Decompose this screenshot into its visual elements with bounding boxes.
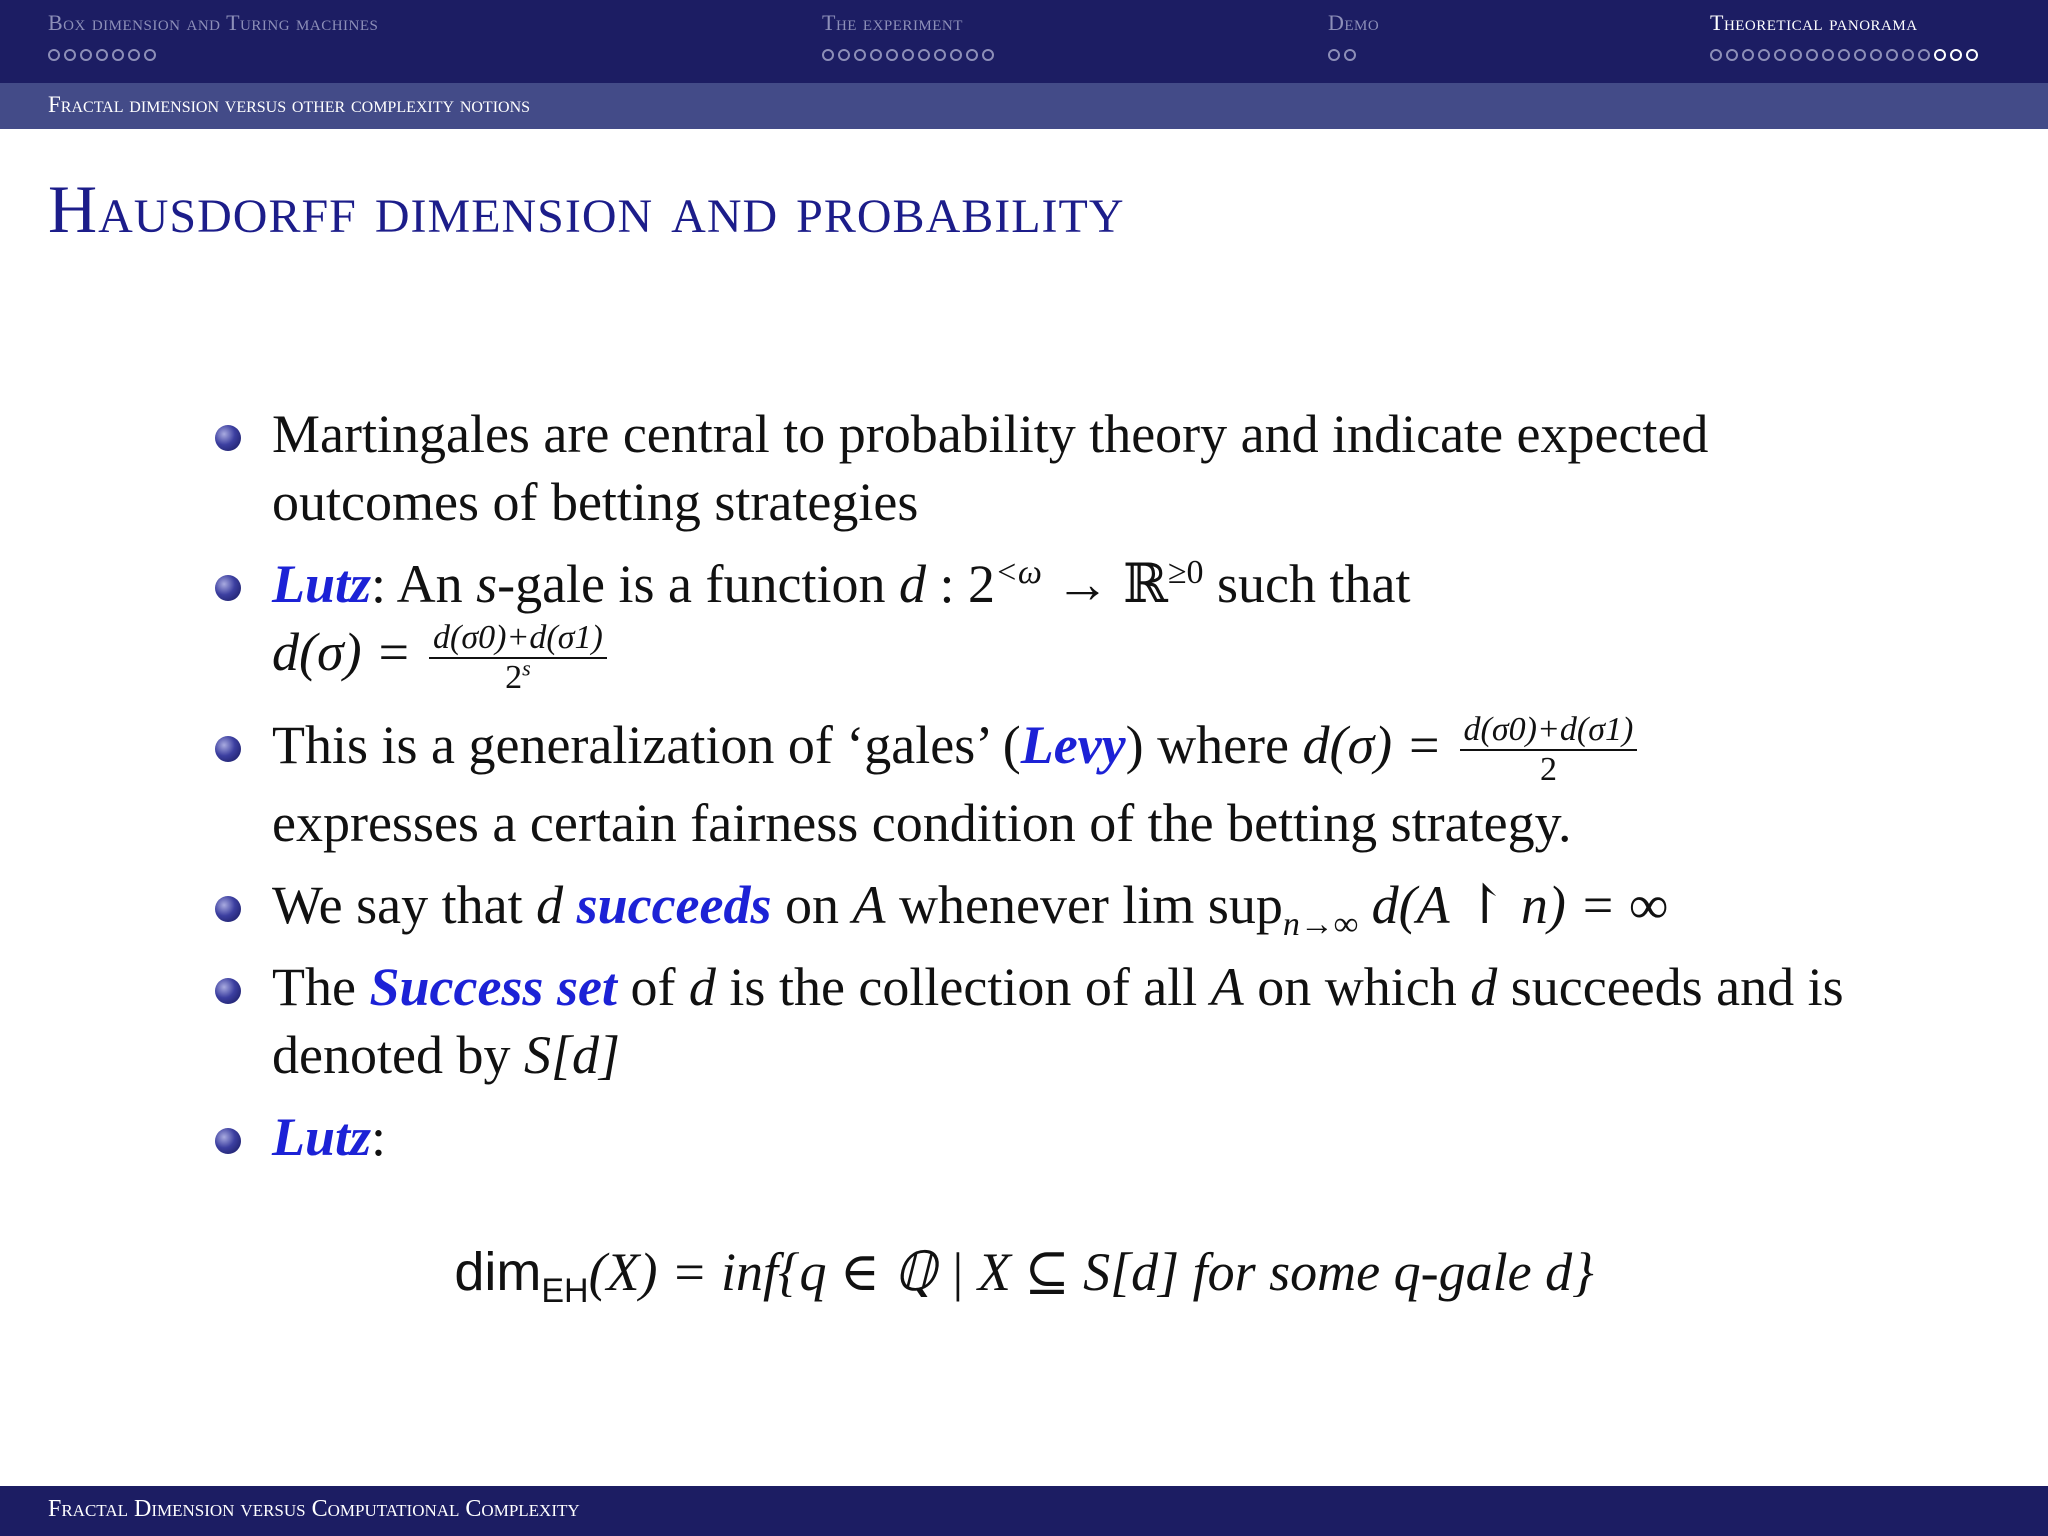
nav-frame-dot[interactable] (1822, 49, 1834, 61)
bullet-item-succeeds (215, 871, 1915, 944)
text: : An (371, 554, 477, 614)
bullet-ball-icon (215, 736, 241, 762)
nav-section-title[interactable]: Box dimension and Turing machines (48, 10, 379, 35)
text: such that (1203, 554, 1411, 614)
nav-section-experiment[interactable] (822, 10, 994, 64)
nav-frame-dot[interactable] (1966, 49, 1978, 61)
nav-frame-dot[interactable] (1870, 49, 1882, 61)
nav-frame-dot[interactable] (1742, 49, 1754, 61)
nav-frame-dot[interactable] (64, 49, 76, 61)
bullet-ball-icon (215, 575, 241, 601)
nav-frame-dot[interactable] (144, 49, 156, 61)
nav-frame-dot[interactable] (80, 49, 92, 61)
text: This is a generalization of ‘gales’ ( (272, 714, 1021, 775)
nav-section-dots[interactable] (822, 46, 994, 64)
math-d: d (536, 875, 564, 936)
bullet-item-success-set (215, 953, 1915, 1089)
dim-subscript: EH (541, 1271, 589, 1310)
subsection-bar (0, 83, 2048, 129)
text: → ℝ (1041, 554, 1168, 614)
nav-section-theoretical-panorama[interactable] (1710, 10, 1978, 64)
nav-frame-dot[interactable] (1838, 49, 1850, 61)
bullet-ball-icon (215, 425, 241, 451)
nav-frame-dot[interactable] (1790, 49, 1802, 61)
dim-operator (454, 1242, 589, 1310)
nav-frame-dot[interactable] (48, 49, 60, 61)
text: succeeds and is denoted by (272, 957, 1844, 1086)
fraction-denominator (429, 655, 607, 697)
section-navigation-bar (0, 0, 2048, 83)
text: -gale is a function (497, 554, 899, 614)
nav-frame-dot[interactable] (1328, 49, 1340, 61)
text: We say that (272, 875, 537, 936)
nav-section-title[interactable]: Theoretical panorama (1710, 10, 1918, 35)
frame-title: Hausdorff dimension and probability (48, 171, 1125, 247)
math-d: d (688, 957, 716, 1018)
math-a: A (1210, 957, 1244, 1018)
math-d: d (1470, 957, 1498, 1018)
author-lutz: Lutz (272, 554, 372, 614)
bullet-ball-icon (215, 896, 241, 922)
nav-frame-dot[interactable] (950, 49, 962, 61)
fraction (1460, 711, 1638, 789)
nav-frame-dot[interactable] (1710, 49, 1722, 61)
fraction (429, 619, 607, 697)
text: on which (1243, 957, 1471, 1018)
footer-title: Fractal Dimension versus Computational Complexity (48, 1496, 580, 1522)
nav-section-dots[interactable] (1710, 46, 1978, 64)
nav-frame-dot[interactable] (1934, 49, 1946, 61)
nav-section-dots[interactable] (1328, 46, 1379, 64)
bullet-ball-icon (215, 1128, 241, 1154)
text: on (771, 875, 853, 936)
equation-lhs: d(σ) = (272, 622, 426, 682)
nav-frame-dot[interactable] (838, 49, 850, 61)
bullet-list (215, 400, 1915, 1185)
item-text: Martingales are central to probability theory and indicate expected outcomes of betting strategies (272, 404, 1709, 532)
nav-frame-dot[interactable] (918, 49, 930, 61)
dim-text: dim (454, 1242, 542, 1302)
fraction-numerator: d(σ0)+d(σ1) (1460, 711, 1638, 751)
den-base: 2 (505, 658, 523, 696)
bullet-item-lutz (215, 1103, 1915, 1171)
math-expression: d(A ↾ n) = ∞ (1358, 875, 1668, 936)
superscript: <ω (994, 554, 1042, 591)
formula-body: (X) = inf{q ∈ ℚ | X ⊆ S[d] for some q-gale d} (588, 1242, 1594, 1302)
keyword-success-set: Success set (369, 957, 617, 1018)
display-formula (0, 1240, 2048, 1310)
author-levy: Levy (1020, 714, 1126, 775)
nav-section-dots[interactable] (48, 46, 378, 64)
fraction-numerator: d(σ0)+d(σ1) (429, 619, 607, 659)
nav-frame-dot[interactable] (982, 49, 994, 61)
text: : (371, 1107, 387, 1168)
nav-section-box-dimension[interactable] (48, 10, 378, 64)
bullet-item-martingales (215, 400, 1915, 536)
subsection-title: Fractal dimension versus other complexity notions (48, 92, 531, 117)
fraction-denominator: 2 (1539, 751, 1557, 789)
nav-frame-dot[interactable] (1902, 49, 1914, 61)
nav-frame-dot[interactable] (1344, 49, 1356, 61)
nav-frame-dot[interactable] (902, 49, 914, 61)
bullet-ball-icon (215, 978, 241, 1004)
math-s: s (476, 554, 498, 614)
nav-frame-dot[interactable] (1886, 49, 1898, 61)
superscript: ≥0 (1167, 554, 1204, 591)
nav-section-demo[interactable] (1328, 10, 1379, 64)
nav-frame-dot[interactable] (1854, 49, 1866, 61)
math-success-set: S[d] (523, 1025, 620, 1086)
nav-frame-dot[interactable] (934, 49, 946, 61)
nav-frame-dot[interactable] (128, 49, 140, 61)
nav-section-title[interactable]: The experiment (822, 10, 963, 35)
nav-frame-dot[interactable] (96, 49, 108, 61)
nav-frame-dot[interactable] (1806, 49, 1818, 61)
text: The (272, 957, 370, 1018)
text: whenever lim sup (885, 875, 1283, 936)
nav-frame-dot[interactable] (1726, 49, 1738, 61)
text: is the collection of all (715, 957, 1211, 1018)
text: of (616, 957, 689, 1018)
nav-frame-dot[interactable] (1950, 49, 1962, 61)
nav-frame-dot[interactable] (854, 49, 866, 61)
nav-frame-dot[interactable] (822, 49, 834, 61)
bullet-item-s-gale (215, 550, 1915, 697)
math-d: d (898, 554, 926, 614)
nav-section-title[interactable]: Demo (1328, 10, 1380, 35)
author-lutz: Lutz (272, 1107, 372, 1168)
subscript: n→∞ (1282, 906, 1359, 944)
text: : 2 (925, 554, 995, 614)
nav-frame-dot[interactable] (112, 49, 124, 61)
nav-frame-dot[interactable] (1918, 49, 1930, 61)
text: expresses a certain fairness condition of the betting strategy. (272, 793, 1572, 854)
text: ) where (1125, 714, 1303, 775)
footer-bar (0, 1486, 2048, 1536)
equation-lhs: d(σ) = (1302, 714, 1456, 775)
keyword-succeeds: succeeds (576, 875, 772, 936)
den-exponent: s (522, 655, 531, 681)
nav-frame-dot[interactable] (1758, 49, 1770, 61)
nav-frame-dot[interactable] (870, 49, 882, 61)
math-a: A (852, 875, 886, 936)
nav-frame-dot[interactable] (886, 49, 898, 61)
bullet-item-gales-generalization (215, 711, 1915, 858)
nav-frame-dot[interactable] (1774, 49, 1786, 61)
nav-frame-dot[interactable] (966, 49, 978, 61)
